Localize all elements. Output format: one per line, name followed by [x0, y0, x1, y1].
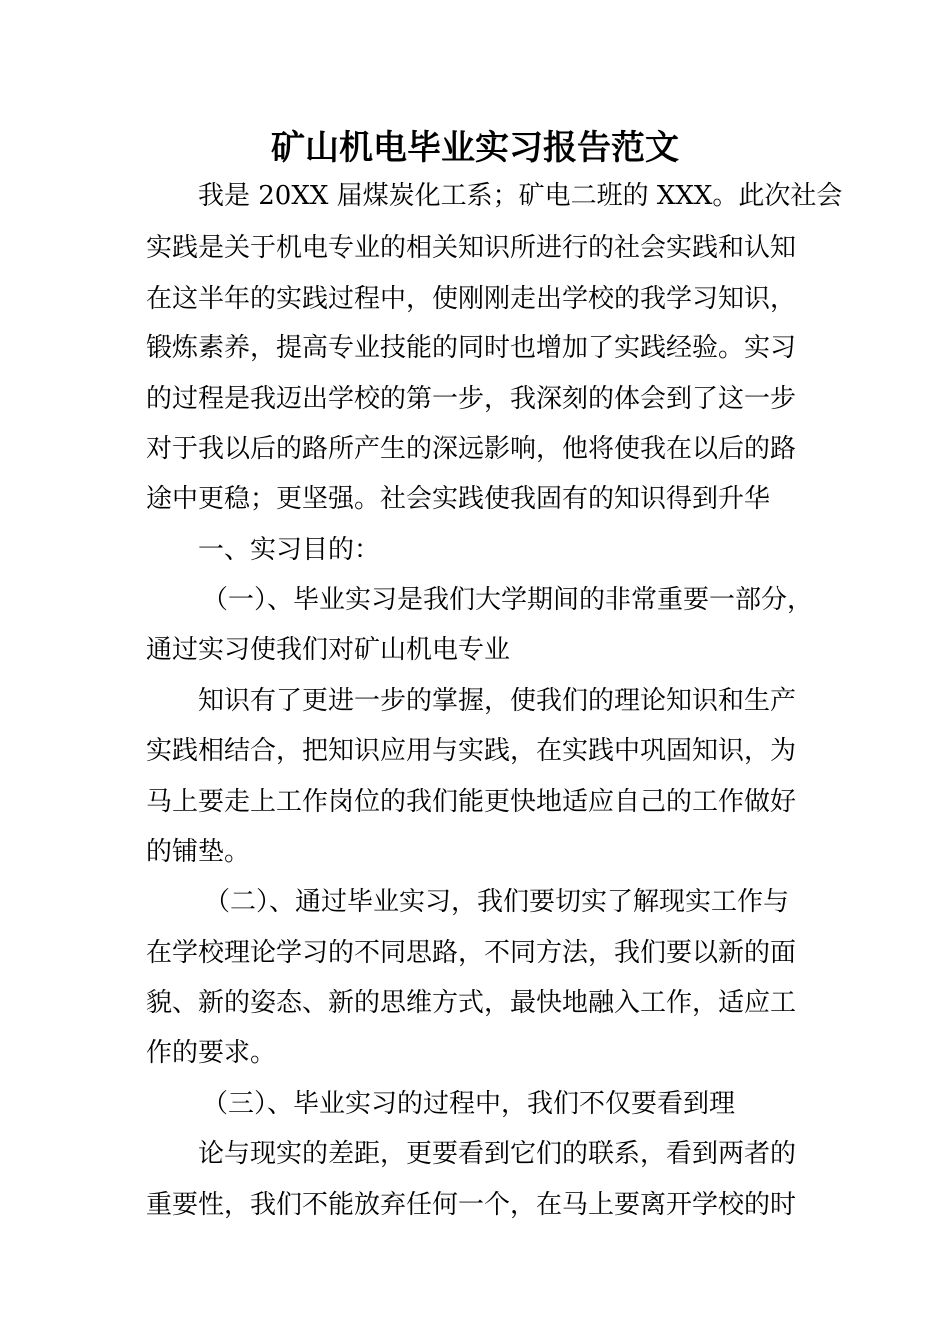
body-text-line: 对于我以后的路所产生的深远影响，他将使我在以后的路: [146, 434, 797, 464]
body-text-line: 在这半年的实践过程中，使刚刚走出学校的我学习知识，: [146, 284, 797, 314]
body-text-line: 通过实习使我们对矿山机电专业: [146, 635, 511, 665]
body-text-line: 锻炼素养，提高专业技能的同时也增加了实践经验。实习: [146, 333, 797, 363]
body-text-line: （三）、毕业实习的过程中，我们不仅要看到理: [202, 1089, 736, 1119]
body-text-line: 途中更稳；更坚强。社会实践使我固有的知识得到升华: [146, 484, 771, 514]
body-text-line: 马上要走上工作岗位的我们能更快地适应自己的工作做好: [146, 787, 797, 817]
body-text-line: （二）、通过毕业实习，我们要切实了解现实工作与: [204, 887, 790, 917]
body-text-line: 的过程是我迈出学校的第一步，我深刻的体会到了这一步: [146, 384, 797, 414]
section-heading: 一、实习目的：: [198, 535, 381, 565]
body-text-line: 论与现实的差距，更要看到它们的联系，看到两者的: [198, 1139, 797, 1169]
body-text-line: 实践相结合，把知识应用与实践，在实践中巩固知识，为: [146, 736, 797, 766]
document-title: 矿山机电毕业实习报告范文: [271, 128, 679, 168]
body-text-line: 在学校理论学习的不同思路，不同方法，我们要以新的面: [146, 938, 797, 968]
body-text-line: 作的要求。: [146, 1038, 277, 1068]
body-text-line: 知识有了更进一步的掌握，使我们的理论知识和生产: [198, 686, 797, 716]
body-text-line: 貌、新的姿态、新的思维方式，最快地融入工作，适应工: [146, 988, 797, 1018]
body-text-line: （一）、毕业实习是我们大学期间的非常重要一部分，: [202, 585, 814, 615]
body-text-line: 我是 20XX 届煤炭化工系；矿电二班的 XXX。此次社会: [198, 181, 843, 211]
body-text-line: 的铺垫。: [146, 837, 251, 867]
body-text-line: 重要性，我们不能放弃任何一个，在马上要离开学校的时: [146, 1190, 797, 1220]
body-text-line: 实践是关于机电专业的相关知识所进行的社会实践和认知: [146, 233, 797, 263]
